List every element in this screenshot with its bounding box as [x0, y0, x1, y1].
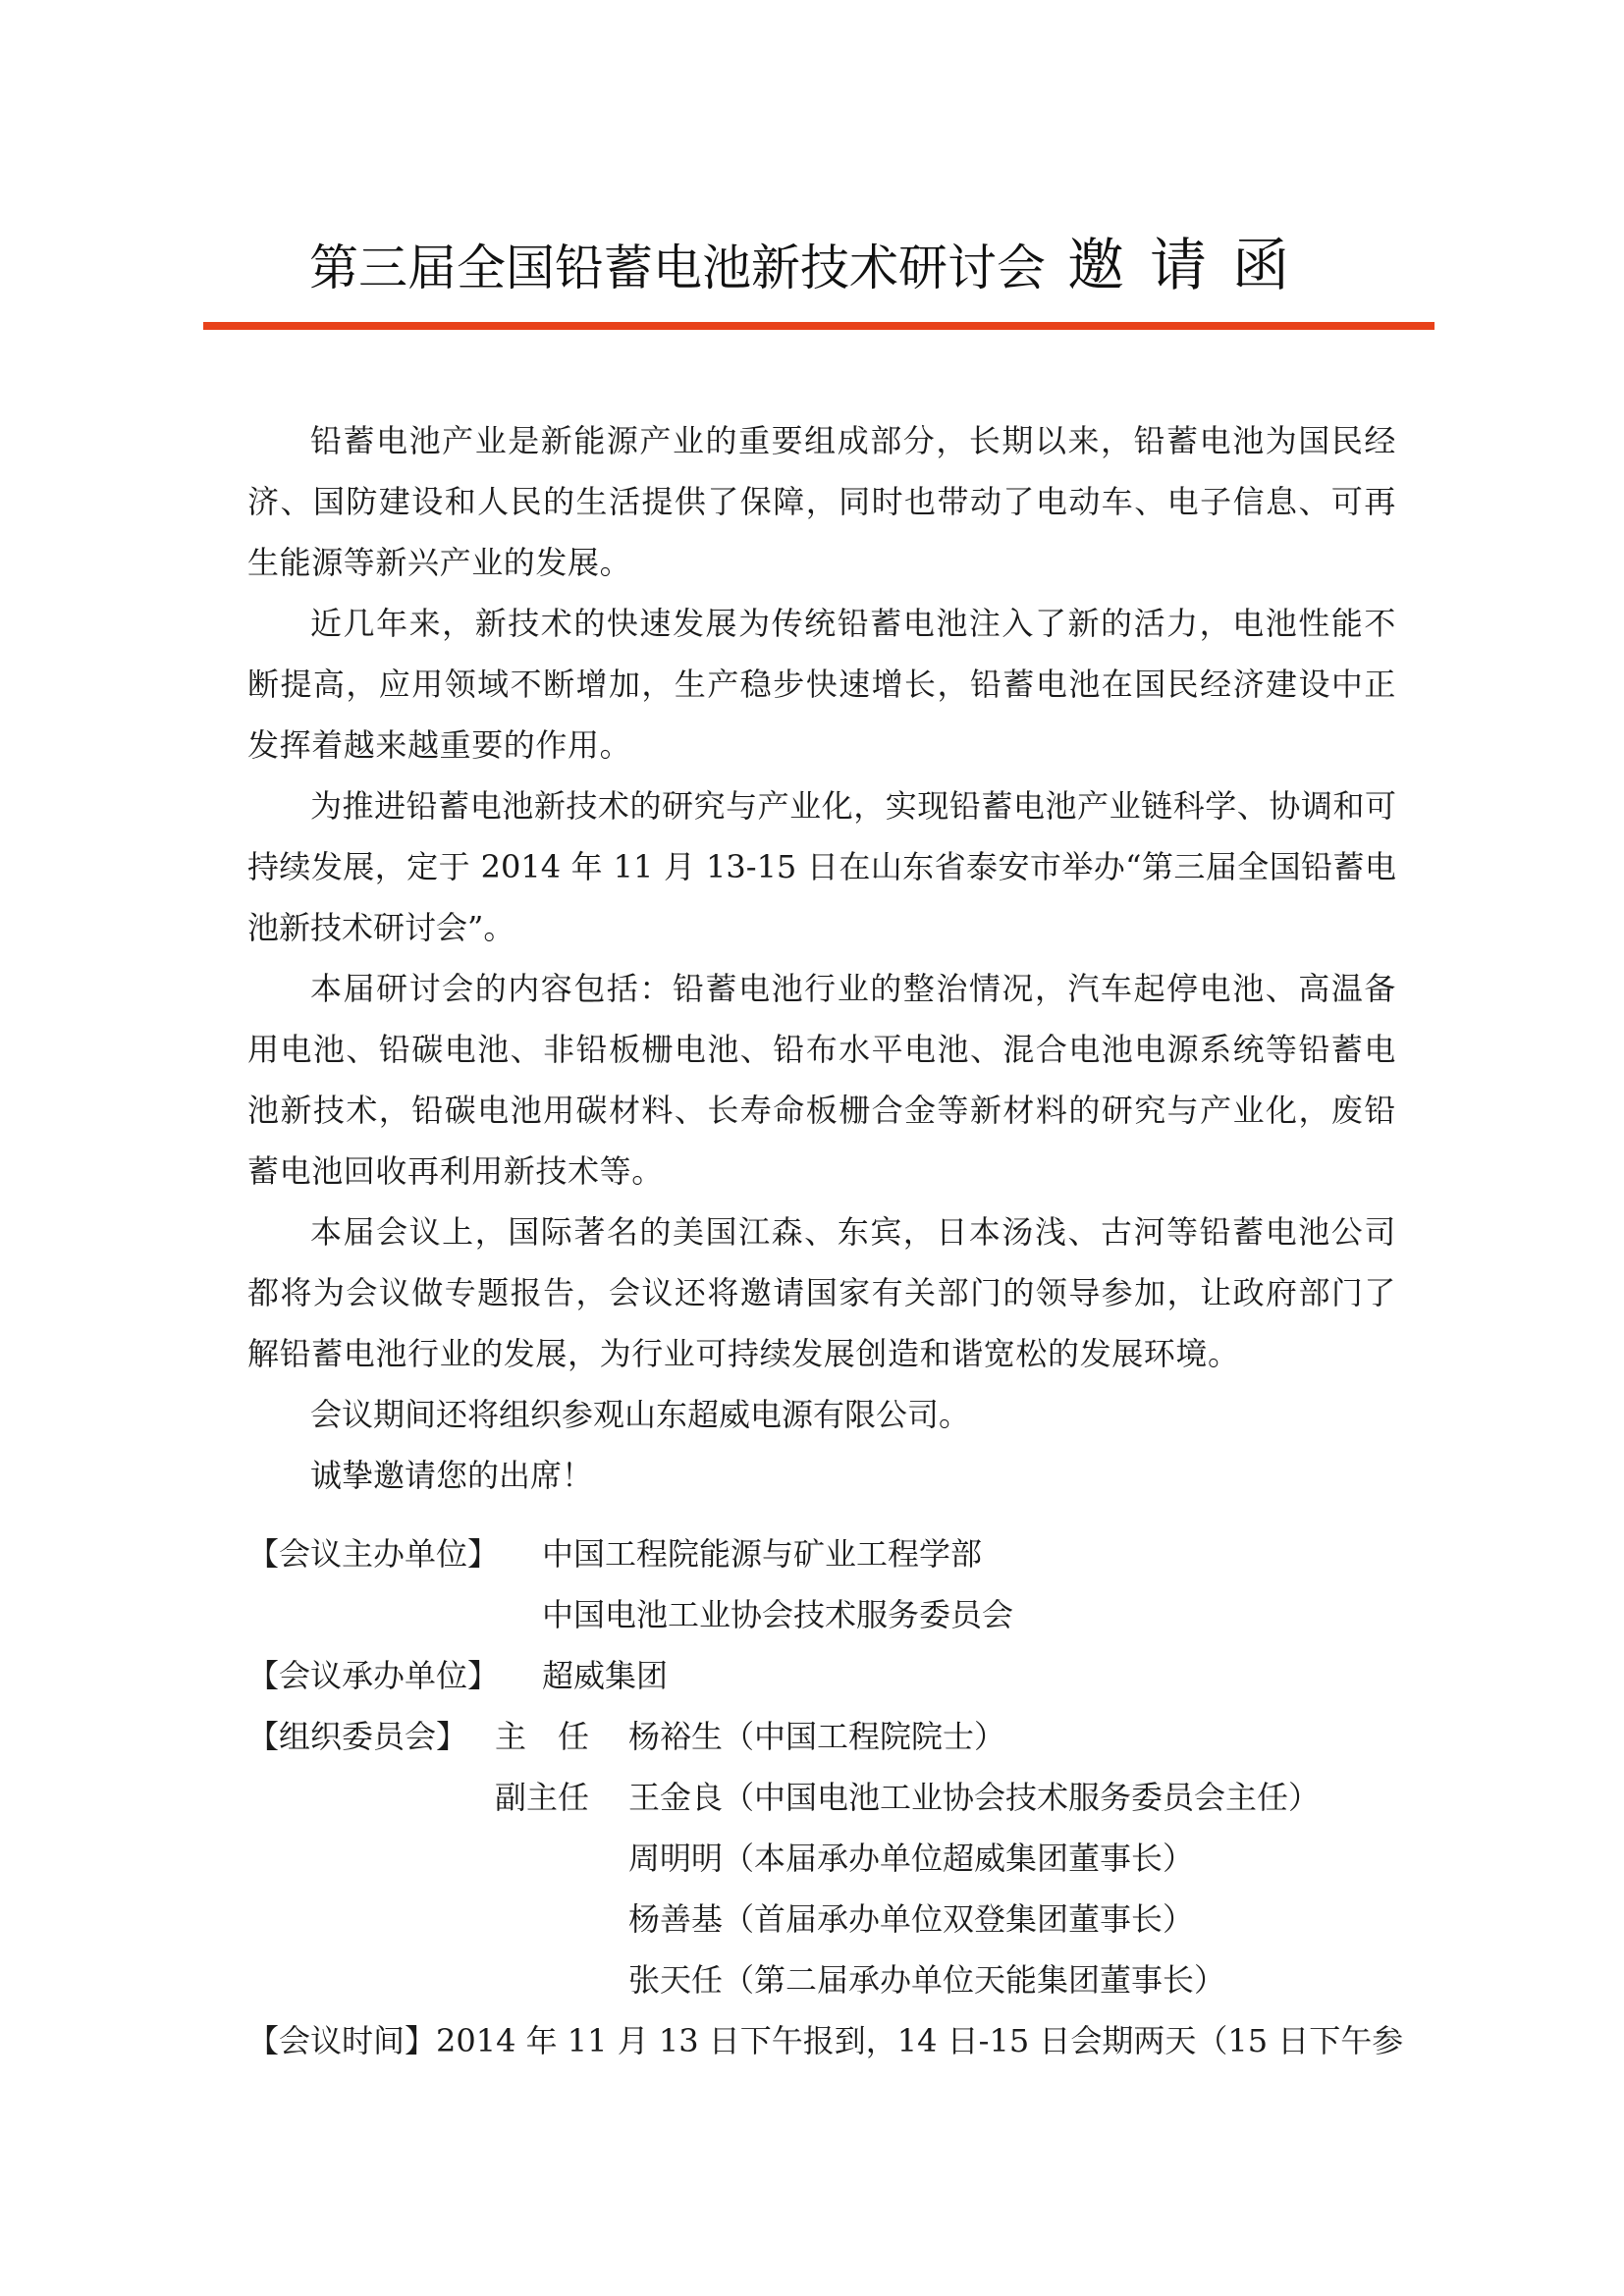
paragraph-2: 近几年来，新技术的快速发展为传统铅蓄电池注入了新的活力，电池性能不断提高，应用领域不断增加，生产稳步快速增长，铅蓄电池在国民经济建设中正发挥着越来越重要的作用。: [247, 605, 1396, 764]
organizer-label: 【会议承办单位】: [247, 1657, 500, 1694]
time-label: 【会议时间】: [247, 2022, 437, 2059]
vice-member-2: 周明明（本届承办单位超威集团董事长）: [628, 1840, 1195, 1877]
vice-member-1: 王金良（中国电池工业协会技术服务委员会主任）: [628, 1779, 1321, 1816]
committee-vice-row: [247, 1889, 1406, 1949]
title-underline-rule: [203, 322, 1435, 330]
vice-role: 副主任: [495, 1779, 590, 1816]
committee-director-row: [247, 1706, 1406, 1767]
committee-vice-row: [247, 1828, 1406, 1889]
paragraph-7: 诚挚邀请您的出席！: [310, 1457, 594, 1494]
sponsor-row: [247, 1523, 1406, 1584]
director-role: 主 任: [495, 1718, 590, 1755]
meeting-info: [247, 1523, 1406, 2071]
invitation-body: [247, 410, 1396, 1506]
committee-label: 【组织委员会】: [247, 1718, 468, 1755]
paragraph-4: 本届研讨会的内容包括：铅蓄电池行业的整治情况，汽车起停电池、高温备用电池、铅碳电池、非铅板栅电池、铅布水平电池、混合电池电源系统等铅蓄电池新技术，铅碳电池用碳材料、长寿命板栅合金等新材料的研究与产业化，废铅蓄电池回收再利用新技术等。: [247, 970, 1396, 1190]
organizer-row: [247, 1645, 1406, 1706]
sponsor-row-2: [247, 1584, 1406, 1645]
committee-vice-row: [247, 1767, 1406, 1828]
time-value: 2014 年 11 月 13 日下午报到，14 日-15 日会期两天（15 日下午参: [436, 2022, 1404, 2059]
paragraph-3: 为推进铅蓄电池新技术的研究与产业化，实现铅蓄电池产业链科学、协调和可持续发展，定于 2014 年 11 月 13-15 日在山东省泰安市举办“第三届全国铅蓄电池新技术研讨会”。: [247, 787, 1396, 946]
vice-member-4: 张天任（第二届承办单位天能集团董事长）: [628, 1961, 1226, 1999]
page-title: [0, 221, 1624, 312]
paragraph-6: 会议期间还将组织参观山东超威电源有限公司。: [310, 1396, 971, 1433]
committee-vice-row: [247, 1949, 1406, 2010]
organizer-value: 超威集团: [542, 1657, 669, 1694]
sponsor-item-2: 中国电池工业协会技术服务委员会: [542, 1596, 1014, 1633]
vice-member-3: 杨善基（首届承办单位双登集团董事长）: [628, 1900, 1195, 1938]
time-row: [247, 2010, 1406, 2071]
title-main: 第三届全国铅蓄电池新技术研讨会: [308, 240, 1046, 296]
paragraph-5: 本届会议上，国际著名的美国江森、东宾，日本汤浅、古河等铅蓄电池公司都将为会议做专题报告，会议还将邀请国家有关部门的领导参加，让政府部门了解铅蓄电池行业的发展，为行业可持续发展创造和谐宽松的发展环境。: [247, 1213, 1396, 1372]
sponsor-item-1: 中国工程院能源与矿业工程学部: [542, 1535, 983, 1573]
paragraph-1: 铅蓄电池产业是新能源产业的重要组成部分，长期以来，铅蓄电池为国民经济、国防建设和人民的生活提供了保障，同时也带动了电动车、电子信息、可再生能源等新兴产业的发展。: [247, 422, 1396, 581]
title-emphasis: 邀请函: [1066, 232, 1315, 298]
sponsor-label: 【会议主办单位】: [247, 1535, 500, 1573]
director-name: 杨裕生（中国工程院院士）: [628, 1718, 1006, 1755]
